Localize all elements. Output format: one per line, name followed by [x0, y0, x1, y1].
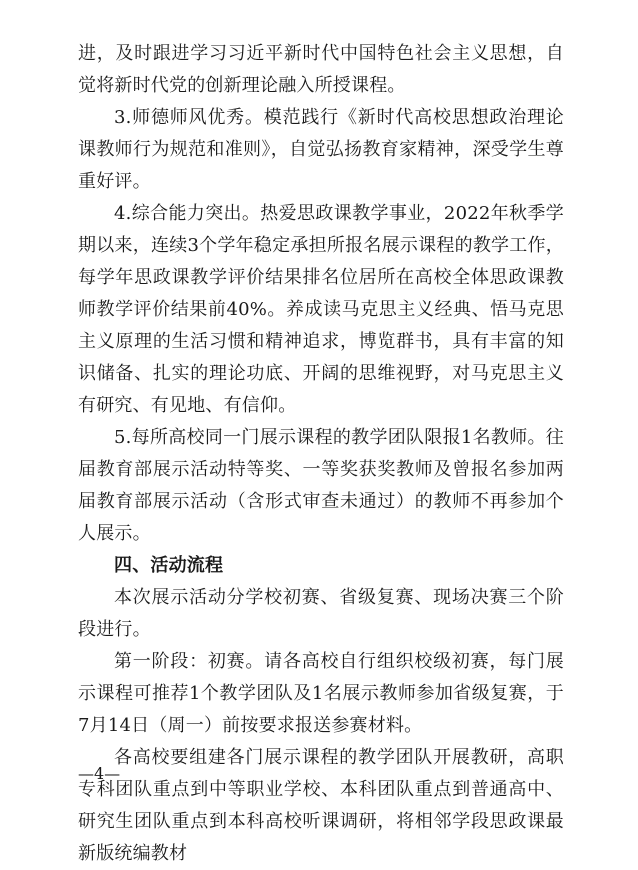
paragraph-item-5: 5.每所高校同一门展示课程的教学团队限报1名教师。往届教育部展示活动特等奖、一等奖获奖教师及曾报名参加两届教育部展示活动（含形式审查未通过）的教师不再参加个人展示。: [78, 427, 564, 544]
paragraph-continuation: 进，及时跟进学习习近平新时代中国特色社会主义思想，自觉将新时代党的创新理论融入所授课程。: [78, 43, 564, 96]
paragraph-stage-one: 第一阶段：初赛。请各高校自行组织校级初赛，每门展示课程可推荐1个教学团队及1名展示教师参加省级复赛，于7月14日（周一）前按要求报送参赛材料。: [78, 651, 564, 736]
paragraph-item-4: 4.综合能力突出。热爱思政课教学事业，2022年秋季学期以来，连续3个学年稳定承担所报名展示课程的教学工作，每学年思政课教学评价结果排名位居所在高校全体思政课教师教学评价结果前40%。养成读马克思主义经典、悟马克思主义原理的生活习惯和精神追求，博览群书，具有丰富的知识储备、扎实的理论功底、开阔的思维视野，对马克思主义有研究、有见地、有信仰。: [78, 203, 564, 416]
document-body: [78, 38, 564, 870]
paragraph-overview: 本次展示活动分学校初赛、省级复赛、现场决赛三个阶段进行。: [78, 587, 564, 640]
paragraph-item-3: 3.师德师风优秀。模范践行《新时代高校思想政治理论课教师行为规范和准则》，自觉弘扬教育家精神，深受学生尊重好评。: [78, 107, 564, 192]
page-number: —4—: [78, 764, 121, 783]
section-heading: 四、活动流程: [114, 555, 224, 576]
paragraph-teaching-team: 各高校要组建各门展示课程的教学团队开展教研，高职专科团队重点到中等职业学校、本科团队重点到普通高中、研究生团队重点到本科高校听课调研，将相邻学段思政课最新版统编教材: [78, 747, 564, 864]
